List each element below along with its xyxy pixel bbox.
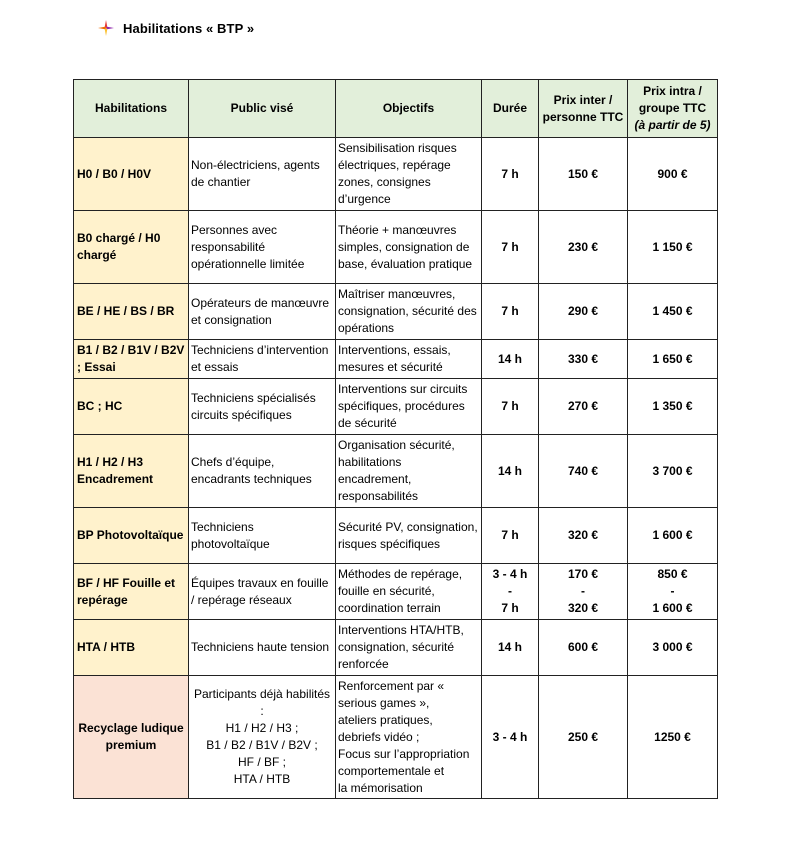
cell-duree: 3 - 4 h xyxy=(482,676,539,799)
cell-habilitation: B0 chargé / H0 chargé xyxy=(74,211,189,284)
objectifs-line: comportementale et xyxy=(338,763,445,778)
cell-objectifs: Sensibilisation risques électriques, repérage zones, consignes d’urgence xyxy=(336,138,482,211)
duree-line: 3 - 4 h xyxy=(492,567,528,581)
prix-intra-line: 850 € xyxy=(657,567,688,581)
cell-duree: 7 h xyxy=(482,211,539,284)
table-row xyxy=(74,340,718,379)
cell-duree: 7 h xyxy=(482,138,539,211)
table-row xyxy=(74,379,718,435)
public-line: HTA / HTB xyxy=(233,772,291,786)
cell-prix-inter: 600 € xyxy=(539,620,628,676)
objectifs-line: ateliers pratiques, xyxy=(338,712,433,727)
cell-prix-inter: 320 € xyxy=(539,508,628,564)
cell-prix-inter: 230 € xyxy=(539,211,628,284)
cell-prix-inter xyxy=(539,564,628,620)
cell-public: Chefs d’équipe, encadrants techniques xyxy=(189,435,336,508)
col-header-prix-intra-note: (à partir de 5) xyxy=(634,118,711,132)
cell-duree xyxy=(482,564,539,620)
cell-prix-intra: 1250 € xyxy=(628,676,718,799)
public-line: H1 / H2 / H3 ; xyxy=(225,721,299,735)
cell-prix-inter: 250 € xyxy=(539,676,628,799)
col-header-prix-intra xyxy=(628,80,718,138)
cell-habilitation: BP Photovoltaïque xyxy=(74,508,189,564)
objectifs-line: Focus sur l’appropriation xyxy=(338,746,470,761)
cell-objectifs xyxy=(336,676,482,799)
colored-star-icon xyxy=(98,20,114,36)
cell-objectifs: Sécurité PV, consignation, risques spécifiques xyxy=(336,508,482,564)
cell-duree: 7 h xyxy=(482,379,539,435)
cell-prix-inter: 150 € xyxy=(539,138,628,211)
page-title-text: Habilitations « BTP » xyxy=(123,20,255,36)
cell-habilitation: H1 / H2 / H3 Encadrement xyxy=(74,435,189,508)
table-row xyxy=(74,564,718,620)
cell-habilitation: BC ; HC xyxy=(74,379,189,435)
objectifs-line: Renforcement par « serious games », xyxy=(338,678,445,710)
page-title xyxy=(98,18,254,38)
cell-objectifs: Interventions, essais, mesures et sécurité xyxy=(336,340,482,379)
cell-public: Techniciens d’intervention et essais xyxy=(189,340,336,379)
col-header-habilitations: Habilitations xyxy=(74,80,189,138)
cell-prix-inter: 740 € xyxy=(539,435,628,508)
cell-habilitation: BF / HF Fouille et repérage xyxy=(74,564,189,620)
cell-public xyxy=(189,676,336,799)
col-header-public: Public visé xyxy=(189,80,336,138)
cell-prix-intra: 1 650 € xyxy=(628,340,718,379)
habilitations-table xyxy=(73,79,718,799)
table-row xyxy=(74,508,718,564)
cell-habilitation: Recyclage ludique premium xyxy=(74,676,189,799)
prix-inter-line: 320 € xyxy=(567,601,599,615)
cell-objectifs: Interventions HTA/HTB, consignation, sécurité renforcée xyxy=(336,620,482,676)
cell-objectifs: Théorie + manœuvres simples, consignation de base, évaluation pratique xyxy=(336,211,482,284)
cell-public: Techniciens haute tension xyxy=(189,620,336,676)
table-row xyxy=(74,284,718,340)
prix-inter-line: 170 € xyxy=(567,567,599,581)
cell-prix-inter: 270 € xyxy=(539,379,628,435)
cell-duree: 14 h xyxy=(482,620,539,676)
col-header-prix-intra-label: Prix intra / groupe TTC xyxy=(638,84,707,115)
cell-habilitation: B1 / B2 / B1V / B2V ; Essai xyxy=(74,340,189,379)
cell-objectifs: Maîtriser manœuvres, consignation, sécurité des opérations xyxy=(336,284,482,340)
cell-habilitation: HTA / HTB xyxy=(74,620,189,676)
cell-public: Opérateurs de manœuvre et consignation xyxy=(189,284,336,340)
cell-objectifs: Organisation sécurité, habilitations encadrement, responsabilités xyxy=(336,435,482,508)
cell-prix-intra: 1 450 € xyxy=(628,284,718,340)
cell-prix-intra: 900 € xyxy=(628,138,718,211)
cell-prix-intra: 1 150 € xyxy=(628,211,718,284)
table-row-recyclage xyxy=(74,676,718,799)
cell-public: Personnes avec responsabilité opérationnelle limitée xyxy=(189,211,336,284)
prix-inter-separator: - xyxy=(581,584,585,598)
objectifs-line: la mémorisation xyxy=(338,780,423,795)
public-line: Participants déjà habilités : xyxy=(193,687,331,718)
cell-prix-intra: 3 700 € xyxy=(628,435,718,508)
cell-duree: 14 h xyxy=(482,340,539,379)
cell-duree: 14 h xyxy=(482,435,539,508)
prix-intra-separator: - xyxy=(670,584,675,598)
public-line: HF / BF ; xyxy=(238,755,286,769)
duree-line: 7 h xyxy=(501,601,519,615)
public-line: B1 / B2 / B1V / B2V ; xyxy=(206,738,318,752)
table-row xyxy=(74,211,718,284)
cell-habilitation: H0 / B0 / H0V xyxy=(74,138,189,211)
cell-objectifs: Interventions sur circuits spécifiques, procédures de sécurité xyxy=(336,379,482,435)
table-row xyxy=(74,435,718,508)
cell-duree: 7 h xyxy=(482,284,539,340)
cell-prix-inter: 290 € xyxy=(539,284,628,340)
cell-public: Équipes travaux en fouille / repérage réseaux xyxy=(189,564,336,620)
cell-public: Non-électriciens, agents de chantier xyxy=(189,138,336,211)
cell-public: Techniciens spécialisés circuits spécifiques xyxy=(189,379,336,435)
duree-separator: - xyxy=(508,584,512,598)
cell-prix-intra: 1 350 € xyxy=(628,379,718,435)
col-header-objectifs: Objectifs xyxy=(336,80,482,138)
cell-public: Techniciens photovoltaïque xyxy=(189,508,336,564)
col-header-duree: Durée xyxy=(482,80,539,138)
cell-prix-intra: 1 600 € xyxy=(628,508,718,564)
cell-prix-intra xyxy=(628,564,718,620)
cell-habilitation: BE / HE / BS / BR xyxy=(74,284,189,340)
cell-prix-inter: 330 € xyxy=(539,340,628,379)
table-row xyxy=(74,620,718,676)
objectifs-line: debriefs vidéo ; xyxy=(338,729,420,744)
cell-objectifs: Méthodes de repérage, fouille en sécurité, coordination terrain xyxy=(336,564,482,620)
cell-prix-intra: 3 000 € xyxy=(628,620,718,676)
table-row xyxy=(74,138,718,211)
col-header-prix-inter: Prix inter / personne TTC xyxy=(539,80,628,138)
prix-intra-line: 1 600 € xyxy=(652,601,693,615)
cell-duree: 7 h xyxy=(482,508,539,564)
table-header-row xyxy=(74,80,718,138)
